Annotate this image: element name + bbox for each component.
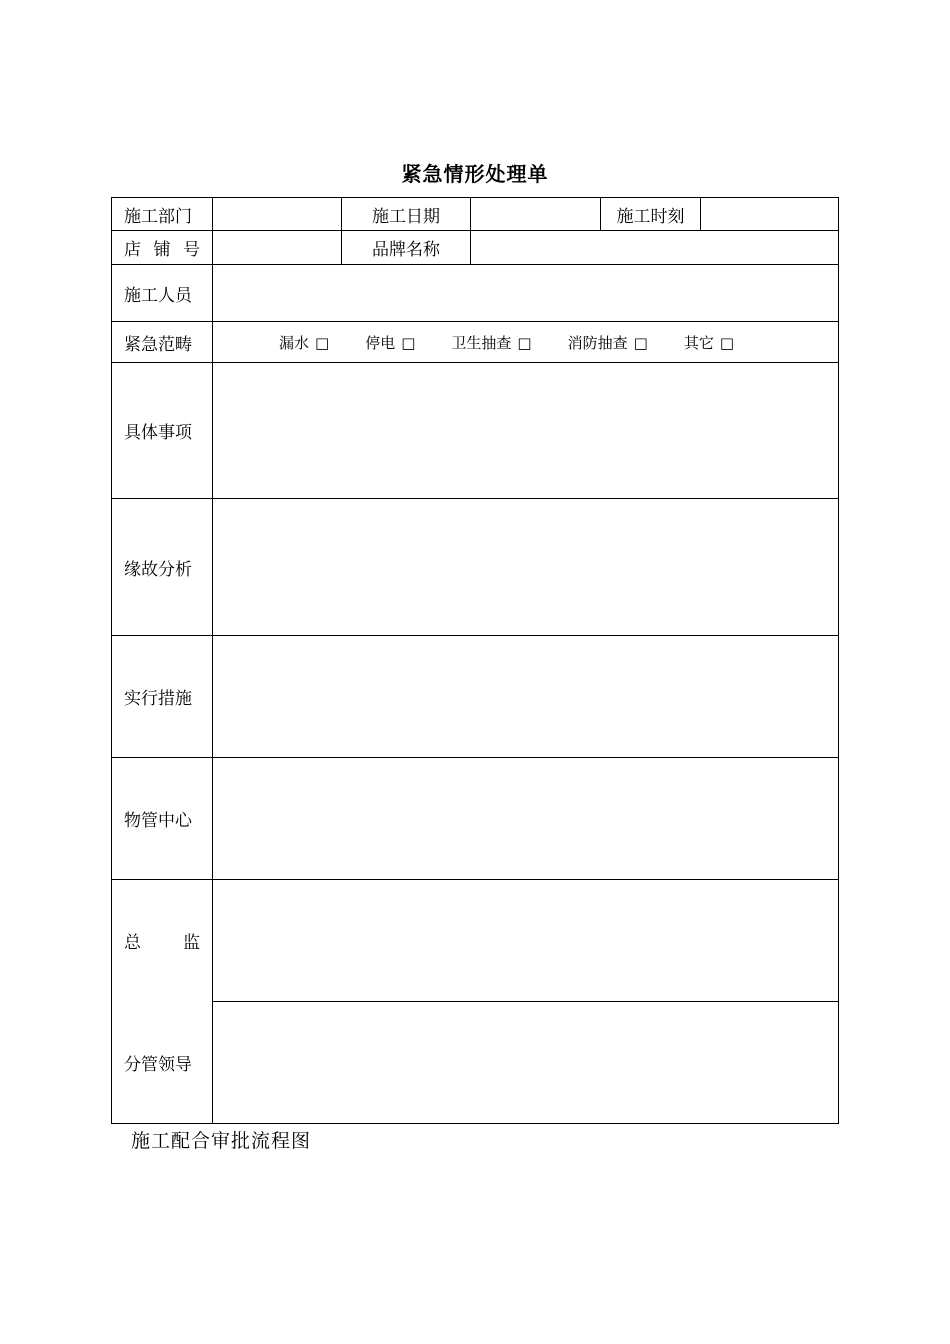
footer-note: 施工配合审批流程图 xyxy=(131,1130,312,1152)
category-option-label: 停电 xyxy=(365,333,396,352)
details-field[interactable] xyxy=(213,363,839,499)
category-option-label: 消防抽查 xyxy=(567,333,628,352)
category-option-hygiene-check[interactable] xyxy=(451,332,531,353)
category-options xyxy=(213,322,839,363)
checkbox-icon[interactable]: □ xyxy=(719,333,735,352)
measures-label: 实行措施 xyxy=(112,636,213,758)
category-option-fire-check[interactable] xyxy=(568,332,648,353)
category-label: 紧急范畴 xyxy=(112,322,213,363)
category-option-label: 卫生抽查 xyxy=(451,333,512,352)
shop-label-char-3: 号 xyxy=(183,240,200,260)
category-option-leak[interactable] xyxy=(279,332,329,353)
staff-label: 施工人员 xyxy=(112,265,213,322)
date-label: 施工日期 xyxy=(342,198,471,231)
brand-field[interactable] xyxy=(471,231,839,265)
brand-label: 品牌名称 xyxy=(342,231,471,265)
checkbox-icon[interactable]: □ xyxy=(633,333,648,352)
staff-field[interactable] xyxy=(213,265,839,322)
category-option-label: 漏水 xyxy=(279,333,310,352)
time-label: 施工时刻 xyxy=(601,198,701,231)
director-label xyxy=(112,880,213,1002)
category-option-power-outage[interactable] xyxy=(365,332,415,353)
director-field[interactable] xyxy=(213,880,839,1002)
dept-label: 施工部门 xyxy=(112,198,213,231)
category-option-other[interactable] xyxy=(684,332,734,353)
checkbox-icon[interactable]: □ xyxy=(401,333,416,352)
shop-label-char-2: 铺 xyxy=(153,240,171,260)
dept-field[interactable] xyxy=(213,198,342,231)
details-label: 具体事项 xyxy=(112,363,213,499)
emergency-form-table xyxy=(111,197,839,1124)
shop-number-field[interactable] xyxy=(213,231,342,265)
date-field[interactable] xyxy=(471,198,601,231)
director-label-char-1: 总 xyxy=(124,933,141,954)
time-field[interactable] xyxy=(701,198,839,231)
director-label-char-2: 监 xyxy=(183,933,200,954)
category-option-label: 其它 xyxy=(683,333,714,352)
measures-field[interactable] xyxy=(213,636,839,758)
cause-label: 缘故分析 xyxy=(112,499,213,636)
checkbox-icon[interactable]: □ xyxy=(517,333,532,352)
page-title: 紧急情形处理单 xyxy=(401,162,549,186)
cause-field[interactable] xyxy=(213,499,839,636)
shop-number-label xyxy=(112,231,213,265)
shop-label-char-1: 店 xyxy=(124,240,141,260)
leader-field[interactable] xyxy=(213,1002,839,1124)
checkbox-icon[interactable]: □ xyxy=(315,333,330,352)
leader-label: 分管领导 xyxy=(112,1002,213,1124)
property-center-label: 物管中心 xyxy=(112,758,213,880)
property-center-field[interactable] xyxy=(213,758,839,880)
